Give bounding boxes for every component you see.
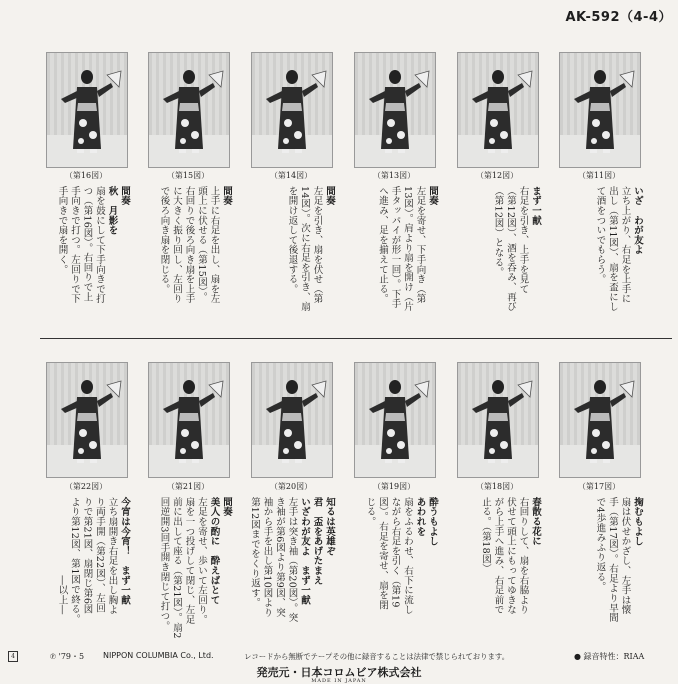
made-in-japan: MADE IN JAPAN	[311, 678, 367, 684]
dance-photo	[457, 362, 539, 478]
figure-caption: （第16図）	[64, 171, 108, 180]
instruction-block	[55, 497, 130, 632]
figure-caption: （第19図）	[372, 482, 416, 491]
instruction-text: 扇は伏せかざし、左手は懐 手（第17図）。右足より早間 で4歩進みふり返る。	[594, 497, 631, 623]
instruction-text: 立ち上がり、右足を上手に 出し（第11図）、扇を盃にし て酒をついでもらう。	[594, 186, 631, 312]
instruction-heading: 間奏	[427, 186, 438, 206]
instruction-heading: 掬むもよし	[632, 497, 643, 546]
instruction-text: 扇をふるわせ、右下に流し ながら右足を引く（第19 図）。右足を寄せ、扇を閉 じる。	[364, 497, 413, 615]
instruction-text: 左足を寄せ、下手向き（第 13図）。肩より扇を開け（片 手タッパイが形一回）。下手 へ進み、足を揃えて止る。	[377, 186, 426, 312]
instruction-heading: 春散る花に	[530, 497, 541, 546]
instruction-block	[157, 497, 232, 639]
figure-caption: （第12図）	[475, 171, 519, 180]
figure-caption: （第14図）	[269, 171, 313, 180]
p-line: ℗ '79・5	[50, 652, 85, 661]
dance-photo	[457, 52, 539, 168]
row-divider	[40, 338, 672, 339]
footer	[0, 645, 678, 683]
instruction-text: 立ち扇開き右足を出し胸よ り両手開（第22図）、左回 りで第21図、扇閉じ第6図 より第12図、第1図で終る。 ―以上―	[56, 497, 118, 624]
dance-photo	[148, 362, 230, 478]
instruction-block	[363, 497, 438, 632]
instruction-block	[55, 186, 130, 326]
instruction-text: 上手に右足を出し、扇を左 頭上に伏せる（第15図）。 右回りで後ろ向き扇を上手 に大きく振り回し、左回り で後ろ向き扇を閉じる。	[158, 186, 220, 304]
figure-caption: （第20図）	[269, 482, 313, 491]
label-name: NIPPON COLUMBIA Co., Ltd.	[103, 651, 214, 660]
instruction-text: 左足を寄せ、歩いて左回り。 扇を一つ投げして閉じ、左足 前に出して座る（第21図）。扇2 回逆開3回手開き閉じて打つ。	[158, 497, 207, 639]
instruction-heading: 間奏	[221, 186, 232, 206]
instruction-block	[593, 186, 643, 326]
instruction-block	[593, 497, 643, 632]
dance-photo	[354, 52, 436, 168]
dance-photo	[148, 52, 230, 168]
dance-photo	[559, 362, 641, 478]
instruction-text: 扇を鼓にして下手向きで打 つ（第16図）。右回りで上 手向きで打つ。左回りで下 手向きで扇を開く。	[56, 186, 105, 304]
dance-photo	[354, 362, 436, 478]
instruction-block	[376, 186, 439, 326]
instruction-block	[157, 186, 232, 326]
figure-caption: （第18図）	[475, 482, 519, 491]
copyright-notice: レコードから無断でテープその他に録音することは法律で禁じられております。	[244, 652, 510, 661]
figure-caption: （第21図）	[166, 482, 210, 491]
figure-caption: （第11図）	[577, 171, 621, 180]
instruction-text: 左手は突き袖（第20図）。突 き袖が第6図より第9図、突 袖から手を出し第10図より 第12図までをくり返す。	[249, 497, 298, 623]
dance-photo	[46, 52, 128, 168]
instruction-block	[479, 497, 542, 632]
dance-photo	[251, 362, 333, 478]
dance-photo	[559, 52, 641, 168]
instruction-heading: 酔うもよし あわれを	[414, 497, 438, 546]
page-marker: 4	[8, 651, 18, 662]
instruction-text: 右足を引き、上手を見て （第12図）、酒を呑み、再び （第12図）となる。	[492, 186, 529, 312]
figure-caption: （第15図）	[166, 171, 210, 180]
figure-caption: （第17図）	[577, 482, 621, 491]
instruction-block	[285, 186, 335, 326]
instruction-block	[491, 186, 541, 326]
figure-caption: （第22図）	[64, 482, 108, 491]
instruction-text: 右回りして、扇を右脇より 伏せて頭上にもってゆきな がら上手へ進み、右足前で 止る。（第18図）	[480, 497, 529, 615]
instruction-heading: 間奏 秋 月影を	[106, 186, 130, 235]
instruction-heading: 間奏 美人の酌に 酔えばとて	[208, 497, 232, 605]
instruction-text: 左足を引き、扇を伏せ（第 14図）。次に右足を引き、扇 を開け返して後退する。	[286, 186, 323, 312]
riaa-note: ● 録音特性：RIAA	[574, 652, 645, 661]
figure-caption: （第13図）	[372, 171, 416, 180]
dance-photo	[46, 362, 128, 478]
instruction-heading: まず一献	[530, 186, 541, 226]
instruction-heading: 知るは英雄ぞ 君 盃をあげたまえ いざわが友よ まず一献	[299, 497, 335, 605]
record-code: AK-592（4-4）	[565, 10, 672, 25]
instruction-heading: 今宵は今宵！ まず一献	[119, 497, 130, 605]
instruction-heading: 間奏	[324, 186, 335, 206]
publisher: 発売元・日本コロムビア株式会社	[256, 666, 422, 679]
dance-photo	[251, 52, 333, 168]
instruction-heading: いざ わが友よ	[632, 186, 643, 255]
instruction-block	[248, 497, 336, 632]
